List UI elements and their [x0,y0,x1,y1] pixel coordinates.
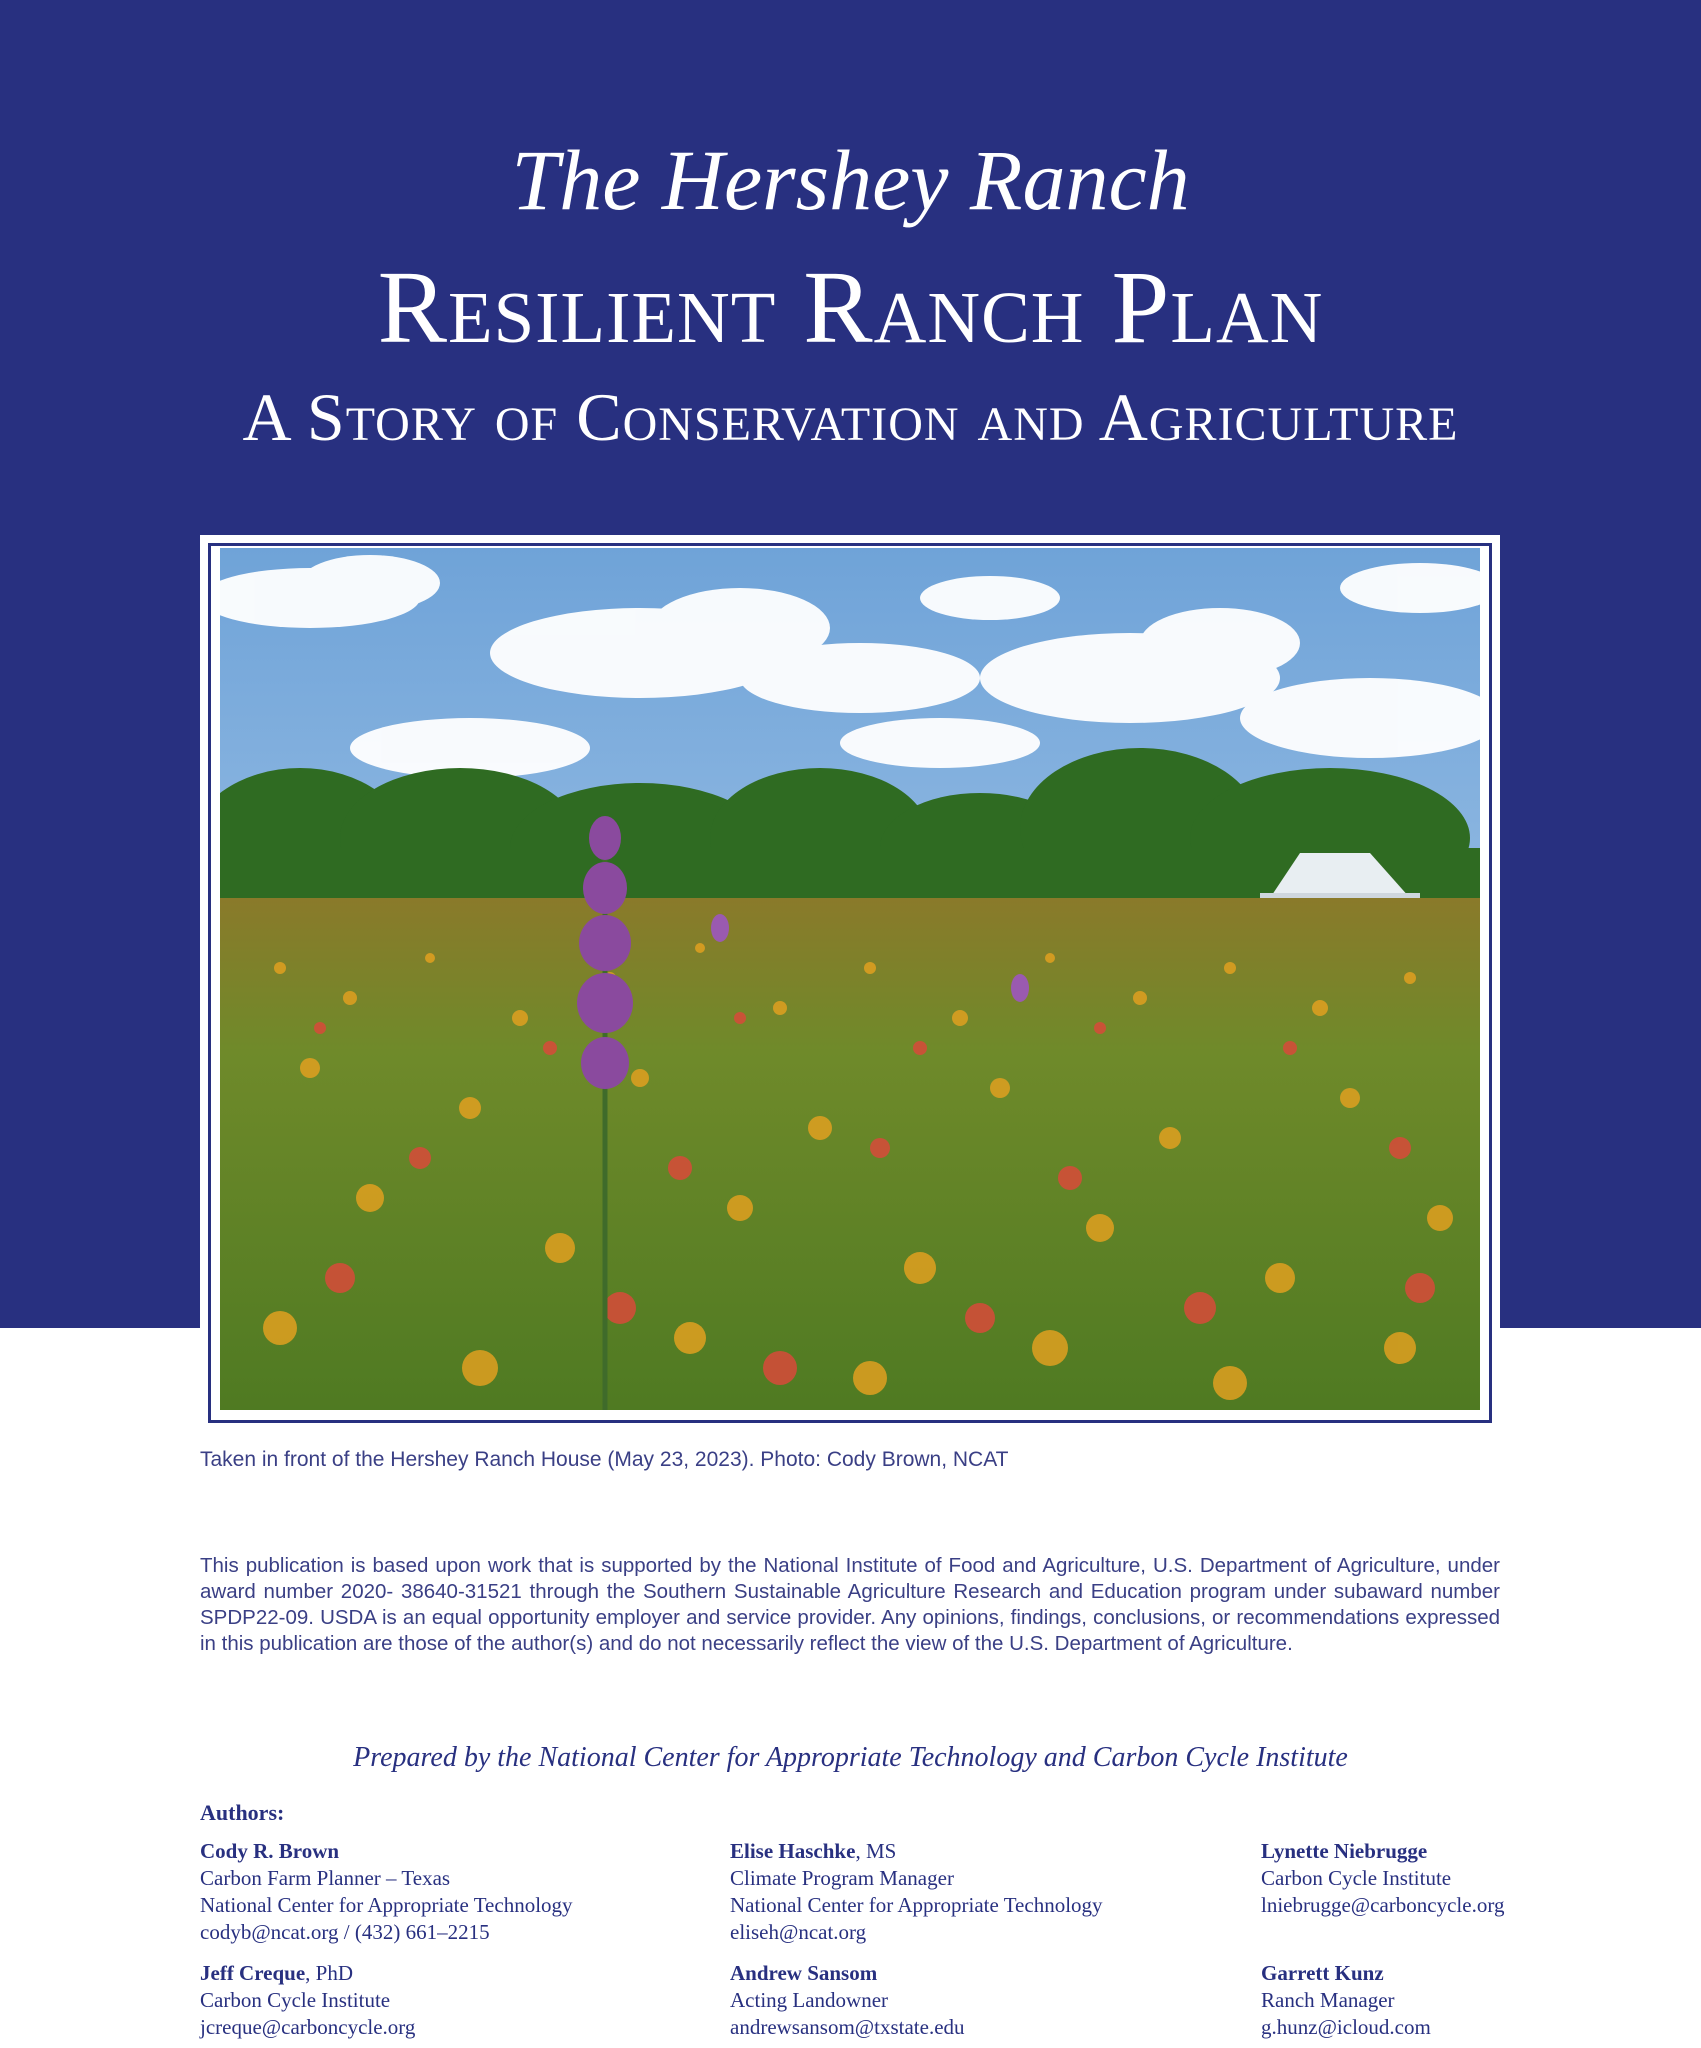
author-name: Andrew Sansom [730,1961,878,1985]
author-block [1261,1960,1431,2041]
author-title: Acting Landowner [730,1988,889,2012]
title-plan-name: Resilient Ranch Plan [377,250,1324,365]
author-block [730,1960,965,2041]
author-name: Elise Haschke, MS [730,1839,897,1863]
title-subtitle: A Story of Conservation and Agriculture [242,379,1459,455]
author-org: Carbon Cycle Institute [1261,1866,1452,1890]
author-name: Jeff Creque, PhD [200,1961,354,1985]
author-contact: eliseh@ncat.org [730,1920,867,1944]
author-name: Garrett Kunz [1261,1961,1384,1985]
author-org: National Center for Appropriate Technology [200,1893,573,1917]
author-block [730,1838,1103,1946]
author-name: Cody R. Brown [200,1839,340,1863]
title-ranch-name: The Hershey Ranch [511,132,1190,228]
author-contact: lniebrugge@carboncycle.org [1261,1893,1505,1917]
wildflower-field-photo [220,548,1480,1410]
author-title: Ranch Manager [1261,1988,1395,2012]
funding-disclaimer: This publication is based upon work that is supported by the National Institute of Food and Agriculture, U.S. Department of Agriculture, under award number 2020- 38640-31521 through the Southern Sustainable Agriculture Research and Education program under subaward number SPDP22-09. USDA is an equal opportunity employer and service provider. Any opinions, findings, conclusions, or recommendations expressed in this publication are those of the author(s) and do not necessarily reflect the view of the U.S. Department of Agriculture. [200,1554,1500,1655]
photo-caption: Taken in front of the Hershey Ranch House (May 23, 2023). Photo: Cody Brown, NCAT [200,1448,1009,1471]
prepared-by: Prepared by the National Center for Appropriate Technology and Carbon Cycle Institute [353,1742,1348,1773]
author-contact: codyb@ncat.org / (432) 661–2215 [200,1920,490,1944]
author-contact: jcreque@carboncycle.org [200,2015,416,2039]
author-block [1261,1838,1504,1919]
author-title: Carbon Farm Planner – Texas [200,1866,451,1890]
author-contact: andrewsansom@txstate.edu [730,2015,965,2039]
author-title: Climate Program Manager [730,1866,954,1890]
author-org: National Center for Appropriate Technology [730,1893,1103,1917]
author-block [200,1838,573,1946]
author-name: Lynette Niebrugge [1261,1839,1428,1863]
author-contact: g.hunz@icloud.com [1261,2015,1431,2039]
author-org: Carbon Cycle Institute [200,1988,391,2012]
author-block [200,1960,415,2041]
authors-heading: Authors: [200,1800,285,1825]
